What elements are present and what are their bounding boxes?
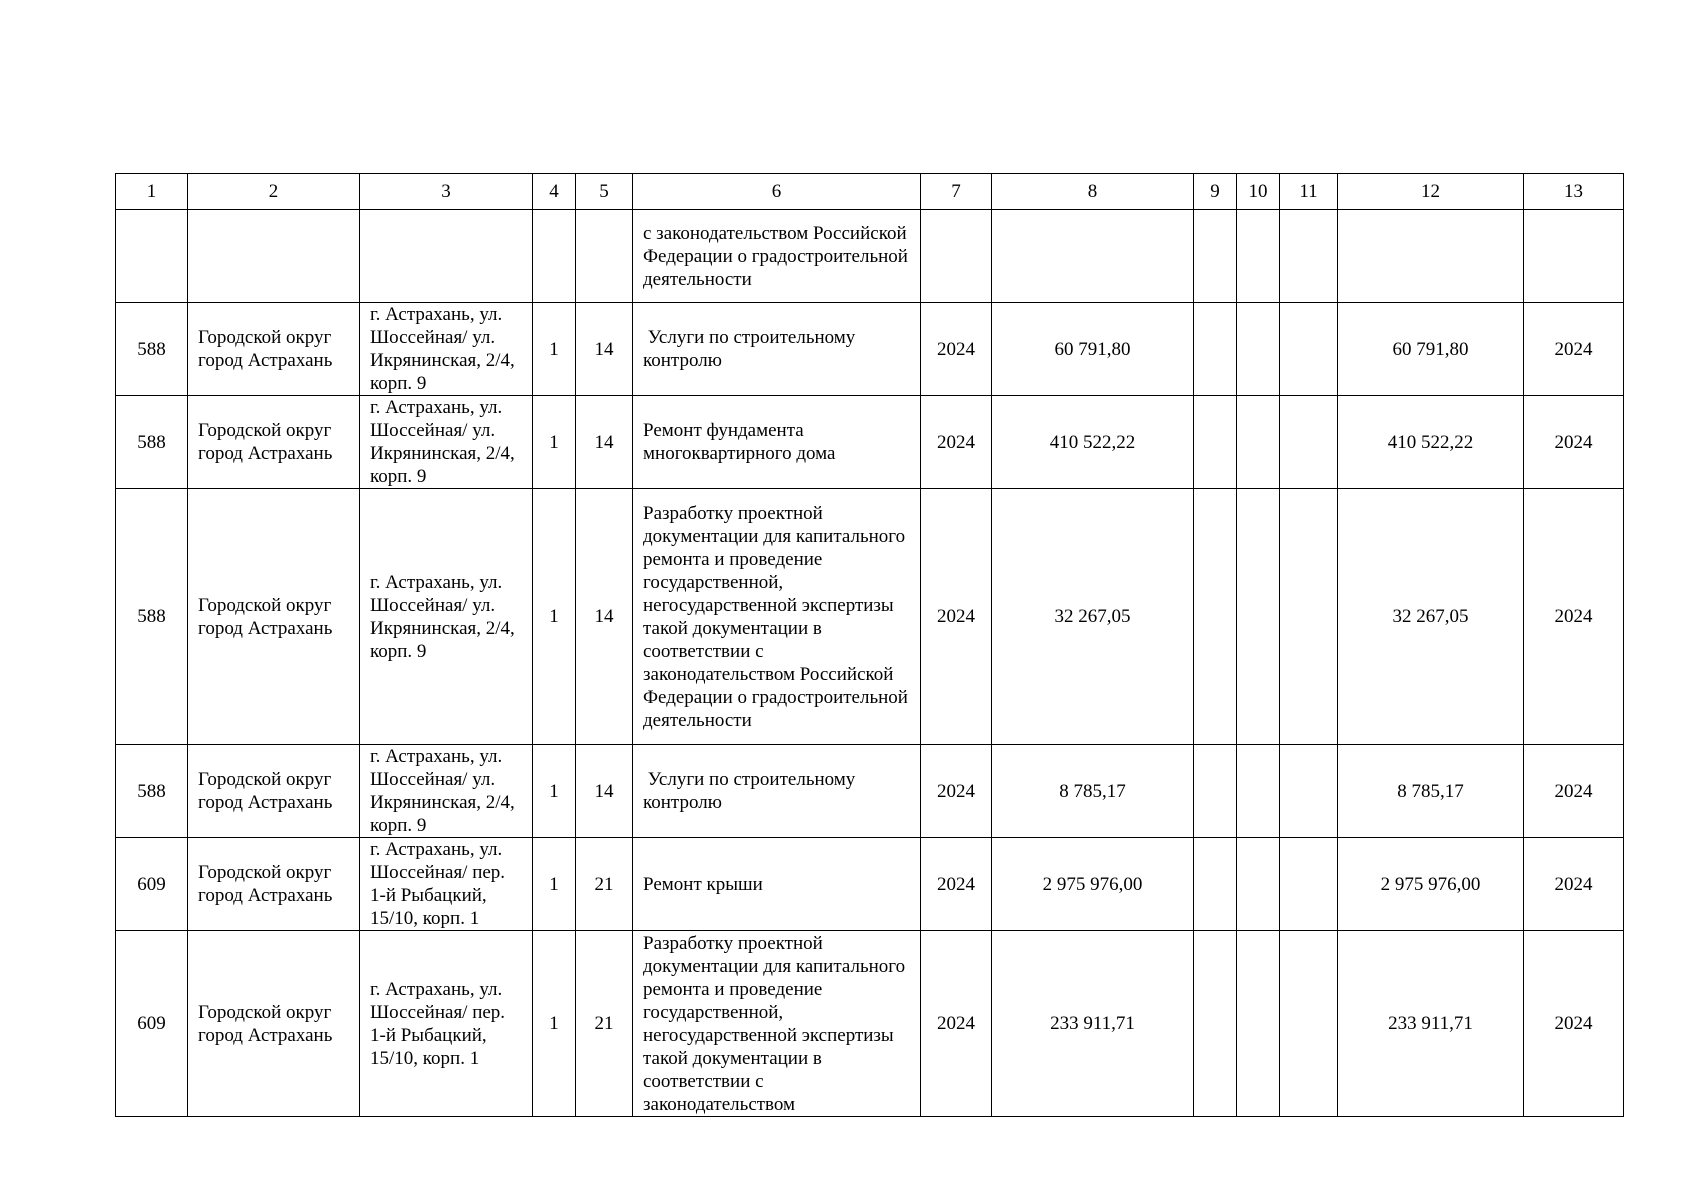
total-cost-cell: 32 267,05 xyxy=(1338,489,1524,745)
col5-cell xyxy=(576,210,633,303)
year-cell: 2024 xyxy=(921,838,992,931)
table-row xyxy=(116,210,1624,303)
col11-cell xyxy=(1280,931,1338,1117)
col5-cell: 21 xyxy=(576,931,633,1117)
work-type-cell: с законодательством Российской Федерации о градостроительной деятельности xyxy=(633,210,921,303)
col5-cell: 21 xyxy=(576,838,633,931)
work-type-cell: Разработку проектной документации для капитального ремонта и проведение государственной, негосударственной экспертизы такой документации в соответствии с законодательством xyxy=(633,931,921,1117)
col4-cell: 1 xyxy=(533,489,576,745)
column-number-header: 9 xyxy=(1194,174,1237,210)
col10-cell xyxy=(1237,745,1280,838)
year-cell xyxy=(921,210,992,303)
row-number-cell: 588 xyxy=(116,303,188,396)
row-number-cell: 588 xyxy=(116,489,188,745)
total-cost-cell: 410 522,22 xyxy=(1338,396,1524,489)
col5-cell: 14 xyxy=(576,745,633,838)
work-type-cell: Разработку проектной документации для капитального ремонта и проведение государственной, негосударственной экспертизы такой документации в соответствии с законодательством Российской Федерации о градостроительной деятельности xyxy=(633,489,921,745)
municipality-cell xyxy=(188,210,360,303)
col10-cell xyxy=(1237,303,1280,396)
col9-cell xyxy=(1194,931,1237,1117)
municipality-cell: Городской округ город Астрахань xyxy=(188,303,360,396)
col11-cell xyxy=(1280,489,1338,745)
column-number-header: 6 xyxy=(633,174,921,210)
col9-cell xyxy=(1194,838,1237,931)
row-number-cell: 609 xyxy=(116,931,188,1117)
col11-cell xyxy=(1280,303,1338,396)
year-cell: 2024 xyxy=(921,489,992,745)
column-number-header: 3 xyxy=(360,174,533,210)
year-cell: 2024 xyxy=(921,931,992,1117)
planned-year-cell: 2024 xyxy=(1524,489,1624,745)
col10-cell xyxy=(1237,210,1280,303)
planned-year-cell: 2024 xyxy=(1524,303,1624,396)
row-number-cell: 588 xyxy=(116,745,188,838)
col4-cell: 1 xyxy=(533,838,576,931)
address-cell: г. Астрахань, ул. Шоссейная/ ул. Икрянинская, 2/4, корп. 9 xyxy=(360,745,533,838)
planned-year-cell xyxy=(1524,210,1624,303)
table-row xyxy=(116,489,1624,745)
municipality-cell: Городской округ город Астрахань xyxy=(188,396,360,489)
address-cell: г. Астрахань, ул. Шоссейная/ пер. 1-й Рыбацкий, 15/10, корп. 1 xyxy=(360,931,533,1117)
column-number-header: 7 xyxy=(921,174,992,210)
col11-cell xyxy=(1280,210,1338,303)
cost-cell: 8 785,17 xyxy=(992,745,1194,838)
col9-cell xyxy=(1194,303,1237,396)
col5-cell: 14 xyxy=(576,489,633,745)
total-cost-cell: 60 791,80 xyxy=(1338,303,1524,396)
col9-cell xyxy=(1194,745,1237,838)
row-number-cell: 588 xyxy=(116,396,188,489)
col11-cell xyxy=(1280,745,1338,838)
col10-cell xyxy=(1237,931,1280,1117)
cost-cell: 233 911,71 xyxy=(992,931,1194,1117)
column-number-header: 2 xyxy=(188,174,360,210)
column-number-header: 13 xyxy=(1524,174,1624,210)
column-number-header: 5 xyxy=(576,174,633,210)
address-cell: г. Астрахань, ул. Шоссейная/ ул. Икрянинская, 2/4, корп. 9 xyxy=(360,489,533,745)
column-number-header: 10 xyxy=(1237,174,1280,210)
cost-cell: 60 791,80 xyxy=(992,303,1194,396)
municipality-cell: Городской округ город Астрахань xyxy=(188,745,360,838)
year-cell: 2024 xyxy=(921,396,992,489)
work-type-cell: Ремонт фундамента многоквартирного дома xyxy=(633,396,921,489)
col5-cell: 14 xyxy=(576,303,633,396)
column-number-row xyxy=(116,174,1624,210)
table-row xyxy=(116,396,1624,489)
work-type-cell: Ремонт крыши xyxy=(633,838,921,931)
row-number-cell xyxy=(116,210,188,303)
column-number-header: 11 xyxy=(1280,174,1338,210)
col4-cell: 1 xyxy=(533,303,576,396)
cost-cell xyxy=(992,210,1194,303)
col4-cell xyxy=(533,210,576,303)
planned-year-cell: 2024 xyxy=(1524,838,1624,931)
table-row xyxy=(116,931,1624,1117)
planned-year-cell: 2024 xyxy=(1524,396,1624,489)
table-row xyxy=(116,838,1624,931)
col9-cell xyxy=(1194,489,1237,745)
cost-cell: 410 522,22 xyxy=(992,396,1194,489)
municipality-cell: Городской округ город Астрахань xyxy=(188,489,360,745)
col10-cell xyxy=(1237,396,1280,489)
planned-year-cell: 2024 xyxy=(1524,931,1624,1117)
cost-cell: 32 267,05 xyxy=(992,489,1194,745)
col4-cell: 1 xyxy=(533,745,576,838)
column-number-header: 4 xyxy=(533,174,576,210)
total-cost-cell xyxy=(1338,210,1524,303)
repair-program-table xyxy=(115,173,1624,1117)
col11-cell xyxy=(1280,396,1338,489)
cost-cell: 2 975 976,00 xyxy=(992,838,1194,931)
total-cost-cell: 8 785,17 xyxy=(1338,745,1524,838)
column-number-header: 8 xyxy=(992,174,1194,210)
address-cell xyxy=(360,210,533,303)
work-type-cell: Услуги по строительному контролю xyxy=(633,303,921,396)
work-type-cell: Услуги по строительному контролю xyxy=(633,745,921,838)
year-cell: 2024 xyxy=(921,303,992,396)
table-row xyxy=(116,745,1624,838)
col4-cell: 1 xyxy=(533,396,576,489)
col9-cell xyxy=(1194,210,1237,303)
col11-cell xyxy=(1280,838,1338,931)
planned-year-cell: 2024 xyxy=(1524,745,1624,838)
col4-cell: 1 xyxy=(533,931,576,1117)
col10-cell xyxy=(1237,489,1280,745)
municipality-cell: Городской округ город Астрахань xyxy=(188,838,360,931)
table-row xyxy=(116,303,1624,396)
total-cost-cell: 2 975 976,00 xyxy=(1338,838,1524,931)
col5-cell: 14 xyxy=(576,396,633,489)
year-cell: 2024 xyxy=(921,745,992,838)
total-cost-cell: 233 911,71 xyxy=(1338,931,1524,1117)
column-number-header: 12 xyxy=(1338,174,1524,210)
row-number-cell: 609 xyxy=(116,838,188,931)
column-number-header: 1 xyxy=(116,174,188,210)
municipality-cell: Городской округ город Астрахань xyxy=(188,931,360,1117)
address-cell: г. Астрахань, ул. Шоссейная/ пер. 1-й Рыбацкий, 15/10, корп. 1 xyxy=(360,838,533,931)
col9-cell xyxy=(1194,396,1237,489)
col10-cell xyxy=(1237,838,1280,931)
address-cell: г. Астрахань, ул. Шоссейная/ ул. Икрянинская, 2/4, корп. 9 xyxy=(360,396,533,489)
address-cell: г. Астрахань, ул. Шоссейная/ ул. Икрянинская, 2/4, корп. 9 xyxy=(360,303,533,396)
